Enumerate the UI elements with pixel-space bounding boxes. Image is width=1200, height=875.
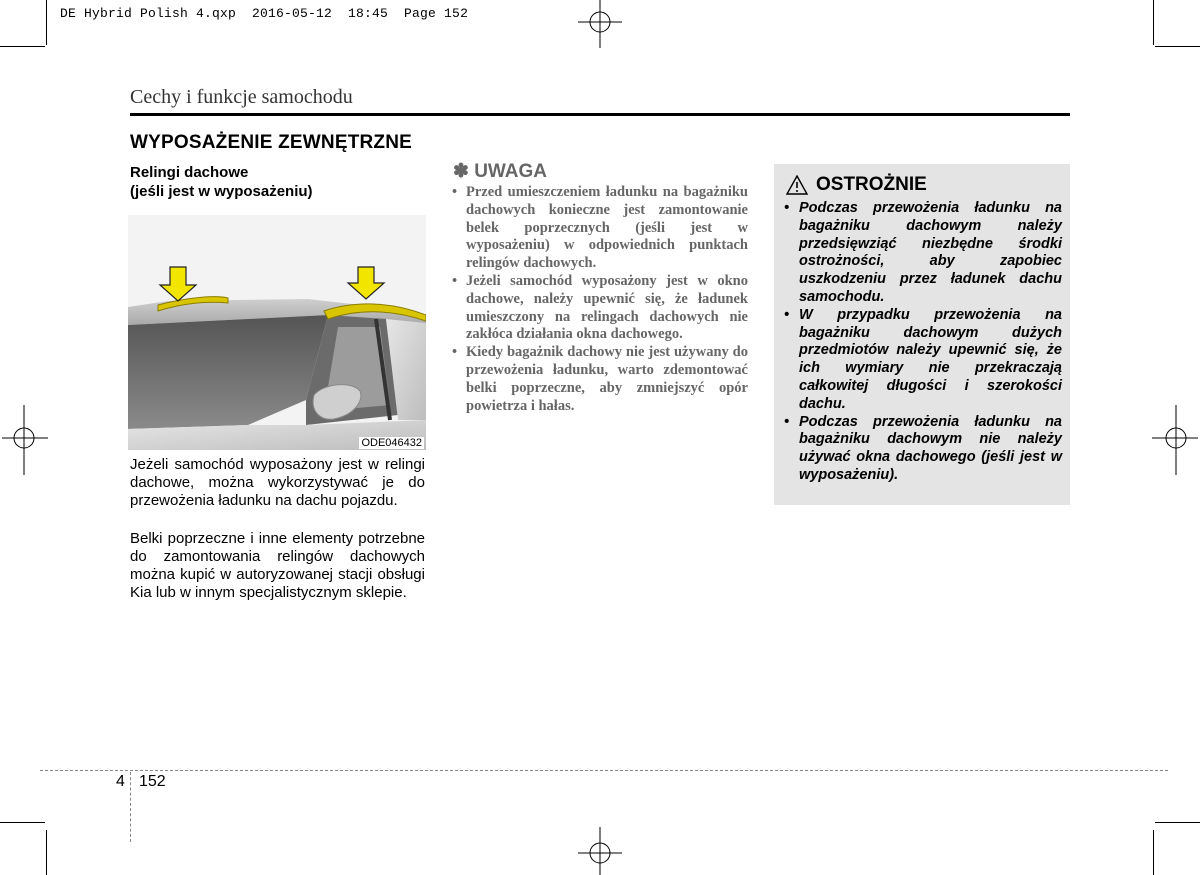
notice-item: [452, 273, 748, 344]
registration-mark-left: [0, 400, 50, 480]
bullet-icon: •: [452, 184, 458, 200]
print-header: DE Hybrid Polish 4.qxp 2016-05-12 18:45 Page 152: [60, 6, 469, 21]
caution-item: [784, 200, 1062, 307]
notice-item-text: Przed umieszczeniem ładunku na bagażniku dachowych konieczne jest zamontowanie belek poprzecznych (jeśli jest w wyposażeniu) w odpowiednich punktach relingów dachowych.: [466, 184, 748, 272]
registration-mark-top: [570, 0, 630, 50]
notice-item-text: Jeżeli samochód wyposażony jest w okno dachowe, należy upewnić się, że ładunek umieszczony na relingach dachowych nie zakłóca działania okna dachowego.: [466, 272, 748, 343]
notice-item-text: Kiedy bagażnik dachowy nie jest używany do przewożenia ładunku, warto zdemontować belki poprzeczne, aby zmniejszyć opór powietrza i hałas.: [466, 344, 748, 414]
section-title: Cechy i funkcje samochodu: [130, 86, 353, 108]
bullet-icon: •: [452, 344, 458, 361]
registration-mark-bottom: [570, 825, 630, 875]
footer-vertical-dash: [130, 772, 131, 842]
caution-item: [784, 307, 1062, 414]
bullet-icon: •: [784, 413, 790, 430]
caution-title: OSTROŻNIE: [816, 174, 927, 195]
footer-dashed-rule: [40, 770, 1168, 771]
caution-item-text: Podczas przewożenia ładunku na bagażniku dachowym należy przedsięwziąć niezbędne środki ostrożności, aby zapobiec uszkodzeniu przez ładunek dachu samochodu.: [799, 200, 1062, 305]
header-rule: [130, 113, 1070, 116]
caution-heading: [786, 174, 927, 196]
figure-code: ODE046432: [361, 437, 422, 449]
bullet-icon: •: [784, 200, 790, 216]
caution-list: [784, 200, 1062, 485]
notice-list: [452, 184, 748, 415]
main-heading: WYPOSAŻENIE ZEWNĘTRZNE: [130, 132, 413, 153]
caution-item-text: Podczas przewożenia ładunku na bagażniku dachowym nie należy używać okna dachowego (jeśli jest w wyposażeniu).: [799, 413, 1062, 483]
subheading-line-2: (jeśli jest w wyposażeniu): [130, 183, 313, 200]
caution-item-text: W przypadku przewożenia na bagażniku dachowym dużych przedmiotów należy upewnić się, że ich wymiary nie przekraczają całkowitej długości i szerokości dachu.: [799, 306, 1062, 412]
car-roof-drawing: [128, 215, 426, 450]
subheading: [130, 163, 313, 201]
chapter-number: 4: [116, 773, 125, 790]
caution-item: [784, 414, 1062, 485]
notice-item: [452, 344, 748, 415]
roof-rack-illustration: [128, 215, 426, 450]
bullet-icon: •: [452, 272, 458, 289]
subheading-line-1: Relingi dachowe: [130, 164, 249, 181]
body-paragraph-1: Jeżeli samochód wyposażony jest w relingi dachowe, można wykorzystywać je do przewożenia ładunku na dachu pojazdu.: [130, 456, 425, 509]
warning-triangle-icon: [786, 175, 808, 195]
page-number: 152: [139, 773, 166, 790]
body-paragraph-2: Belki poprzeczne i inne elementy potrzebne do zamontowania relingów dachowych można kupić w autoryzowanej stacji obsługi Kia lub w innym specjalistycznym sklepie.: [130, 530, 425, 601]
notice-item: [452, 184, 748, 273]
notice-title: ✽ UWAGA: [453, 161, 548, 182]
registration-mark-right: [1150, 400, 1200, 480]
caution-box: [774, 164, 1070, 505]
bullet-icon: •: [784, 306, 790, 323]
